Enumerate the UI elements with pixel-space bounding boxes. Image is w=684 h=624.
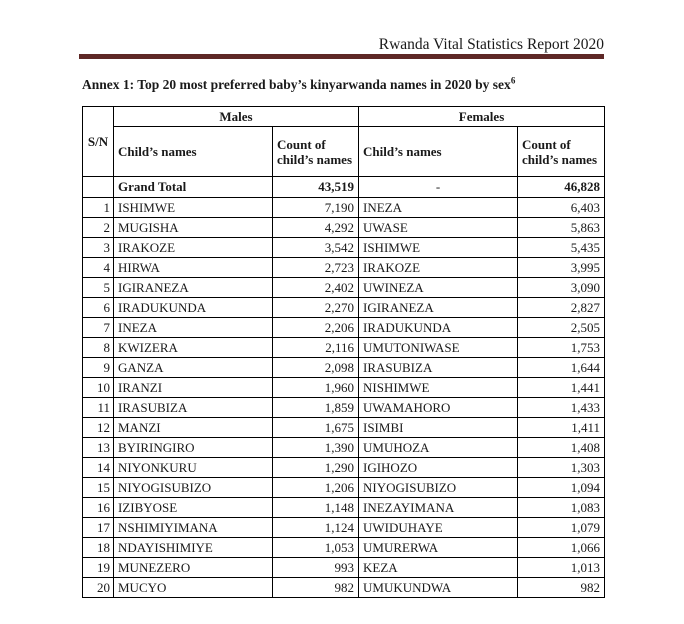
female-count-cell: 1,433 (518, 398, 605, 418)
female-count-cell: 3,090 (518, 278, 605, 298)
table-row (83, 198, 605, 218)
sn-cell: 13 (83, 438, 114, 458)
table-row (83, 438, 605, 458)
female-name-cell: INEZA (359, 198, 518, 218)
male-name-cell: IRANZI (114, 378, 273, 398)
male-name-cell: IGIRANEZA (114, 278, 273, 298)
grand-total-female-count: 46,828 (518, 177, 605, 198)
female-count-cell: 6,403 (518, 198, 605, 218)
table-row (83, 418, 605, 438)
sn-cell: 5 (83, 278, 114, 298)
female-count-cell: 1,408 (518, 438, 605, 458)
male-count-cell: 1,124 (273, 518, 359, 538)
female-name-cell: UWINEZA (359, 278, 518, 298)
male-name-cell: INEZA (114, 318, 273, 338)
table-row (83, 258, 605, 278)
sn-cell: 11 (83, 398, 114, 418)
male-count-cell: 2,098 (273, 358, 359, 378)
male-name-cell: MUCYO (114, 578, 273, 598)
male-name-cell: KWIZERA (114, 338, 273, 358)
table-body (83, 177, 605, 598)
table-row (83, 378, 605, 398)
female-count-cell: 1,441 (518, 378, 605, 398)
table-row (83, 398, 605, 418)
male-count-cell: 1,859 (273, 398, 359, 418)
females-group-header: Females (359, 107, 605, 127)
sn-cell: 9 (83, 358, 114, 378)
table-row (83, 478, 605, 498)
female-count-cell: 1,079 (518, 518, 605, 538)
female-name-cell: IGIRANEZA (359, 298, 518, 318)
female-name-cell: NISHIMWE (359, 378, 518, 398)
female-names-header: Child’s names (359, 127, 518, 177)
table-row (83, 578, 605, 598)
female-count-cell: 1,753 (518, 338, 605, 358)
female-count-cell: 1,644 (518, 358, 605, 378)
female-count-cell: 1,083 (518, 498, 605, 518)
female-count-cell: 2,505 (518, 318, 605, 338)
header-divider-rule (79, 54, 604, 59)
female-count-cell: 1,411 (518, 418, 605, 438)
female-name-cell: UWIDUHAYE (359, 518, 518, 538)
male-name-cell: IZIBYOSE (114, 498, 273, 518)
table-row (83, 458, 605, 478)
female-name-cell: ISHIMWE (359, 238, 518, 258)
female-count-cell: 5,863 (518, 218, 605, 238)
female-count-cell: 1,094 (518, 478, 605, 498)
male-count-cell: 2,723 (273, 258, 359, 278)
table-row (83, 498, 605, 518)
male-count-cell: 7,190 (273, 198, 359, 218)
male-name-cell: GANZA (114, 358, 273, 378)
female-name-cell: ISIMBI (359, 418, 518, 438)
female-name-cell: IRASUBIZA (359, 358, 518, 378)
column-header-row (83, 127, 605, 177)
grand-total-sn-cell (83, 177, 114, 198)
sn-cell: 2 (83, 218, 114, 238)
male-name-cell: NSHIMIYIMANA (114, 518, 273, 538)
male-name-cell: NDAYISHIMIYE (114, 538, 273, 558)
grand-total-row (83, 177, 605, 198)
grand-total-label: Grand Total (114, 177, 273, 198)
sn-cell: 17 (83, 518, 114, 538)
male-name-cell: IRASUBIZA (114, 398, 273, 418)
male-count-cell: 2,270 (273, 298, 359, 318)
male-names-header: Child’s names (114, 127, 273, 177)
table-row (83, 518, 605, 538)
sn-cell: 14 (83, 458, 114, 478)
female-name-cell: KEZA (359, 558, 518, 578)
male-name-cell: BYIRINGIRO (114, 438, 273, 458)
sn-cell: 12 (83, 418, 114, 438)
table-row (83, 298, 605, 318)
male-count-cell: 1,290 (273, 458, 359, 478)
male-name-cell: MANZI (114, 418, 273, 438)
female-name-cell: UMUHOZA (359, 438, 518, 458)
names-table (82, 106, 605, 598)
male-name-cell: IRAKOZE (114, 238, 273, 258)
sn-cell: 20 (83, 578, 114, 598)
table-row (83, 238, 605, 258)
female-count-cell: 1,066 (518, 538, 605, 558)
sn-cell: 3 (83, 238, 114, 258)
sn-cell: 6 (83, 298, 114, 318)
table-row (83, 538, 605, 558)
report-header (0, 35, 604, 54)
female-name-cell: IGIHOZO (359, 458, 518, 478)
female-count-cell: 982 (518, 578, 605, 598)
male-count-cell: 3,542 (273, 238, 359, 258)
sn-header: S/N (83, 107, 114, 177)
male-count-cell: 2,116 (273, 338, 359, 358)
male-count-cell: 1,148 (273, 498, 359, 518)
female-count-cell: 5,435 (518, 238, 605, 258)
male-name-cell: MUGISHA (114, 218, 273, 238)
annex-title (82, 77, 515, 93)
male-count-cell: 2,402 (273, 278, 359, 298)
female-name-cell: UMUTONIWASE (359, 338, 518, 358)
female-count-header: Count of child’s names (518, 127, 605, 177)
female-name-cell: UWAMAHORO (359, 398, 518, 418)
annex-title-text: Annex 1: Top 20 most preferred baby’s kinyarwanda names in 2020 by sex (82, 77, 511, 92)
male-name-cell: NIYOGISUBIZO (114, 478, 273, 498)
female-name-cell: IRADUKUNDA (359, 318, 518, 338)
male-count-cell: 4,292 (273, 218, 359, 238)
female-name-cell: UMURERWA (359, 538, 518, 558)
male-count-cell: 1,206 (273, 478, 359, 498)
male-count-cell: 2,206 (273, 318, 359, 338)
table-row (83, 318, 605, 338)
male-count-cell: 1,053 (273, 538, 359, 558)
sn-cell: 15 (83, 478, 114, 498)
female-name-cell: NIYOGISUBIZO (359, 478, 518, 498)
sn-cell: 16 (83, 498, 114, 518)
male-name-cell: IRADUKUNDA (114, 298, 273, 318)
male-name-cell: NIYONKURU (114, 458, 273, 478)
male-count-cell: 1,390 (273, 438, 359, 458)
group-header-row (83, 107, 605, 127)
table-row (83, 278, 605, 298)
table-row (83, 558, 605, 578)
female-count-cell: 1,303 (518, 458, 605, 478)
sn-cell: 4 (83, 258, 114, 278)
sn-cell: 19 (83, 558, 114, 578)
report-title: Rwanda Vital Statistics Report 2020 (378, 36, 604, 53)
female-count-cell: 2,827 (518, 298, 605, 318)
female-name-cell: UMUKUNDWA (359, 578, 518, 598)
table-row (83, 218, 605, 238)
table-row (83, 338, 605, 358)
table-row (83, 358, 605, 378)
male-count-cell: 982 (273, 578, 359, 598)
female-count-cell: 1,013 (518, 558, 605, 578)
male-name-cell: MUNEZERO (114, 558, 273, 578)
male-name-cell: HIRWA (114, 258, 273, 278)
sn-cell: 18 (83, 538, 114, 558)
grand-total-male-count: 43,519 (273, 177, 359, 198)
female-name-cell: UWASE (359, 218, 518, 238)
sn-cell: 8 (83, 338, 114, 358)
sn-cell: 10 (83, 378, 114, 398)
male-name-cell: ISHIMWE (114, 198, 273, 218)
males-group-header: Males (114, 107, 359, 127)
grand-total-female-name: - (359, 177, 518, 198)
female-name-cell: IRAKOZE (359, 258, 518, 278)
female-count-cell: 3,995 (518, 258, 605, 278)
male-count-cell: 993 (273, 558, 359, 578)
male-count-header: Count of child’s names (273, 127, 359, 177)
male-count-cell: 1,675 (273, 418, 359, 438)
sn-cell: 7 (83, 318, 114, 338)
footnote-marker: 6 (510, 75, 516, 86)
female-name-cell: INEZAYIMANA (359, 498, 518, 518)
sn-cell: 1 (83, 198, 114, 218)
male-count-cell: 1,960 (273, 378, 359, 398)
